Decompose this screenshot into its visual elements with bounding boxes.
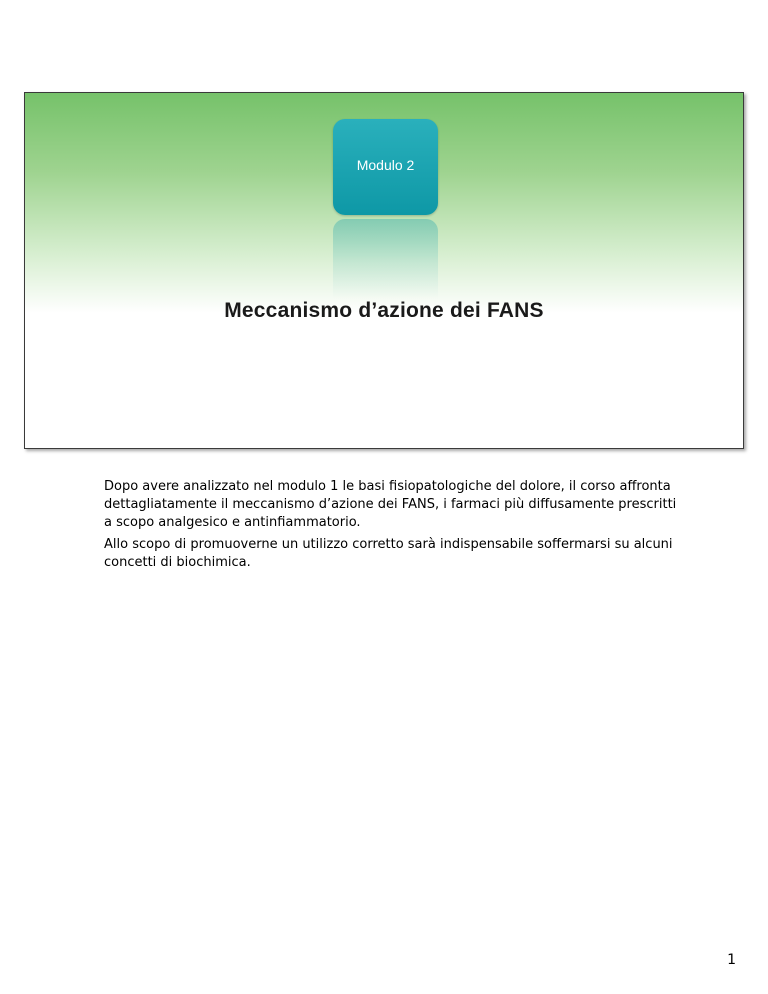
notes-paragraph: Allo scopo di promuoverne un utilizzo corretto sarà indispensabile soffermarsi su alcuni concetti di biochimica. — [104, 537, 673, 570]
module-label: Modulo 2 — [356, 157, 415, 173]
page-number: 1 — [727, 952, 736, 968]
notes-text — [104, 478, 684, 576]
module-badge-reflection — [333, 219, 438, 299]
slide-title: Meccanismo d’azione dei FANS — [224, 299, 544, 322]
notes-paragraph: Dopo avere analizzato nel modulo 1 le basi fisiopatologiche del dolore, il corso affronta dettagliatamente il meccanismo d’azione dei FANS, i farmaci più diffusamente prescritti a scopo analgesico e antinfiammatorio. — [104, 479, 677, 530]
module-badge — [333, 119, 438, 215]
slide-thumbnail — [24, 92, 744, 449]
